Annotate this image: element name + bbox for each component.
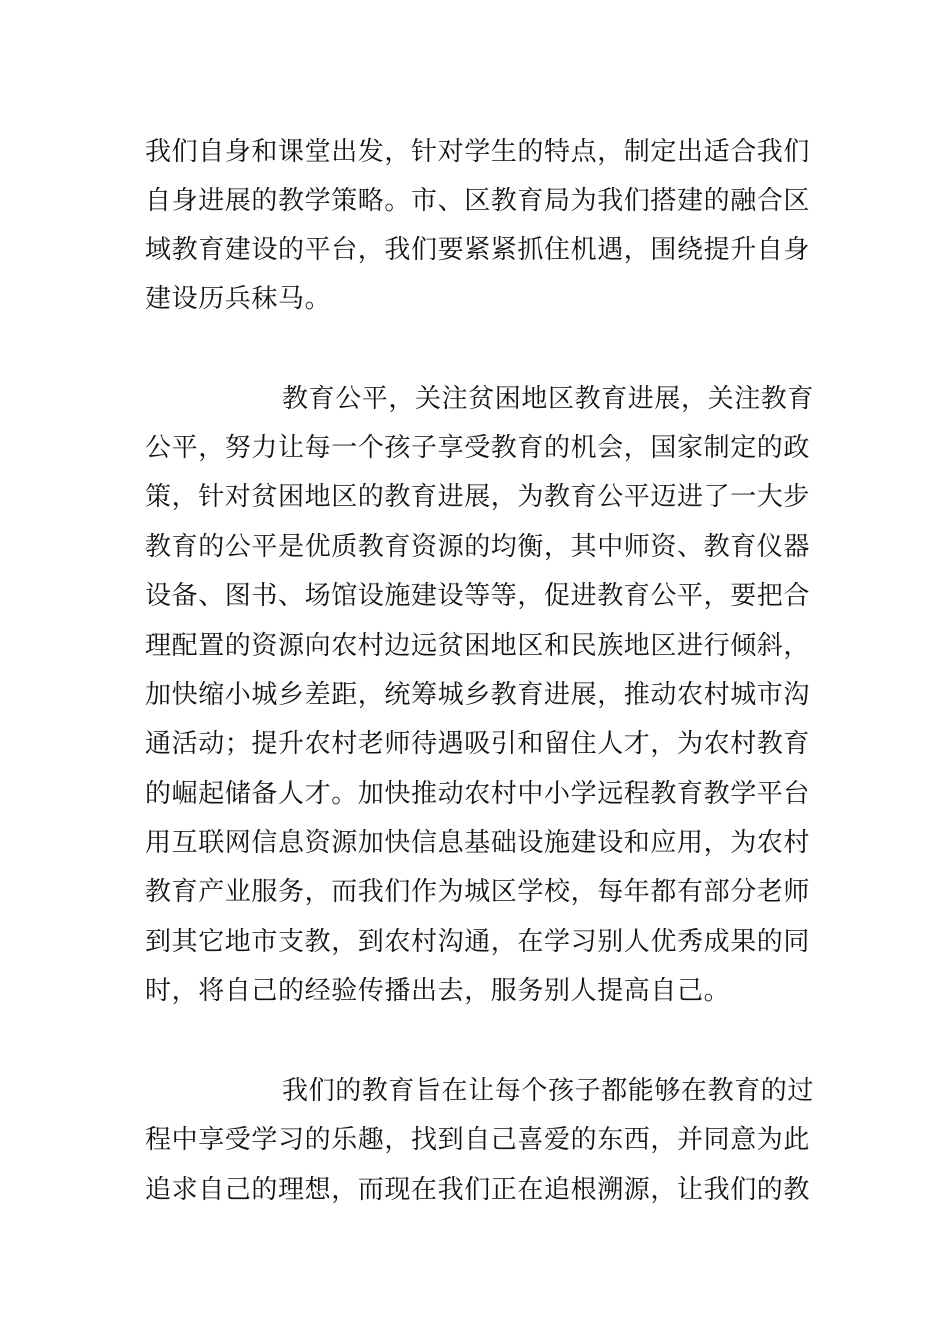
text-line: 教育公平，关注贫困地区教育进展，关注教育 [282, 384, 815, 414]
text-line: 到其它地市支教，到农村沟通，在学习别人优秀成果的同 [145, 927, 811, 957]
text-line: 教育产业服务，而我们作为城区学校，每年都有部分老师 [145, 877, 811, 907]
text-line: 教育的公平是优质教育资源的均衡，其中师资、教育仪器 [145, 532, 811, 562]
text-line: 我们自身和课堂出发，针对学生的特点，制定出适合我们 [145, 137, 811, 167]
text-line: 追求自己的理想，而现在我们正在追根溯源，让我们的教 [145, 1175, 811, 1205]
text-line: 建设历兵秣马。 [145, 284, 332, 314]
text-line: 用互联网信息资源加快信息基础设施建设和应用，为农村 [145, 828, 811, 858]
text-line: 通活动；提升农村老师待遇吸引和留住人才，为农村教育 [145, 729, 811, 759]
text-line: 公平，努力让每一个孩子享受教育的机会，国家制定的政 [145, 433, 811, 463]
text-line: 自身进展的教学策略。市、区教育局为我们搭建的融合区 [145, 186, 811, 216]
text-line: 程中享受学习的乐趣，找到自己喜爱的东西，并同意为此 [145, 1125, 811, 1155]
text-line: 时，将自己的经验传播出去，服务别人提高自己。 [145, 976, 731, 1006]
text-line: 理配置的资源向农村边远贫困地区和民族地区进行倾斜， [145, 631, 811, 661]
text-line: 我们的教育旨在让每个孩子都能够在教育的过 [282, 1076, 815, 1106]
text-line: 的崛起储备人才。加快推动农村中小学远程教育教学平台 [145, 779, 811, 809]
text-line: 域教育建设的平台，我们要紧紧抓住机遇，围绕提升自身 [145, 235, 811, 265]
text-line: 策，针对贫困地区的教育进展，为教育公平迈进了一大步 [145, 482, 811, 512]
text-line: 设备、图书、场馆设施建设等等，促进教育公平，要把合 [145, 581, 811, 611]
text-line: 加快缩小城乡差距，统筹城乡教育进展，推动农村城市沟 [145, 680, 811, 710]
